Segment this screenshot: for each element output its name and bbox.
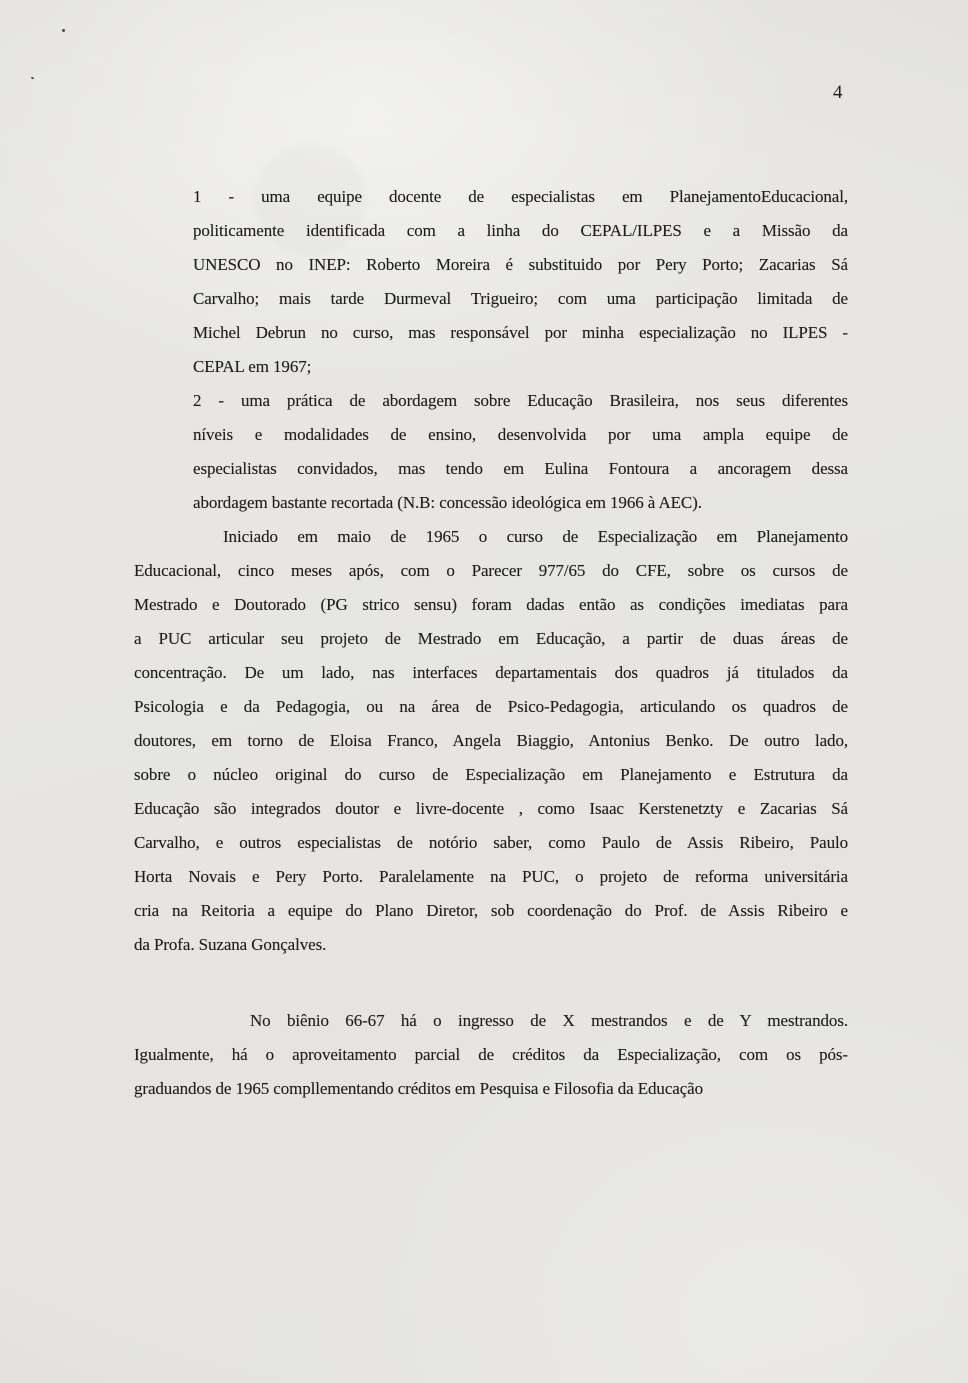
text-line: Educação são integrados doutor e livre-docente , como Isaac Kerstenetzty e Zacarias Sá [134,799,848,818]
text-line: politicamente identificada com a linha do CEPAL/ILPES e a Missão da [193,221,848,240]
text-line: doutores, em torno de Eloisa Franco, Angela Biaggio, Antonius Benko. De outro lado, [134,731,848,750]
text-line: Horta Novais e Pery Porto. Paralelamente na PUC, o projeto de reforma universitária [134,867,848,886]
text-line: abordagem bastante recortada (N.B: concessão ideológica em 1966 à AEC). [193,493,702,512]
text-line: níveis e modalidades de ensino, desenvolvida por uma ampla equipe de [193,425,848,444]
document-body [134,180,848,1106]
paragraph-bienio [134,1004,848,1106]
text-line: especialistas convidados, mas tendo em Eulina Fontoura a ancoragem dessa [193,459,848,478]
text-line: UNESCO no INEP: Roberto Moreira é substituido por Pery Porto; Zacarias Sá [193,255,848,274]
text-line: graduandos de 1965 compllementando créditos em Pesquisa e Filosofia da Educação [134,1079,703,1098]
text-line: Carvalho, e outros especialistas de notório saber, como Paulo de Assis Ribeiro, Paulo [134,833,848,852]
text-line: Psicologia e da Pedagogia, ou na área de Psico-Pedagogia, articulando os quadros de [134,697,848,716]
scan-speck [31,76,35,79]
text-line: da Profa. Suzana Gonçalves. [134,935,327,954]
scan-speck [62,29,65,32]
text-line: sobre o núcleo original do curso de Especialização em Planejamento e Estrutura da [134,765,848,784]
text-line: cria na Reitoria a equipe do Plano Diretor, sob coordenação do Prof. de Assis Ribeiro e [134,901,848,920]
text-line: Igualmente, há o aproveitamento parcial de créditos da Especialização, com os pós- [134,1045,848,1064]
text-line: 2 - uma prática de abordagem sobre Educação Brasileira, nos seus diferentes [193,391,848,410]
text-line: Educacional, cinco meses após, com o Parecer 977/65 do CFE, sobre os cursos de [134,561,848,580]
paragraph-mestrado [134,520,848,962]
text-line: Iniciado em maio de 1965 o curso de Especialização em Planejamento [223,527,848,546]
text-line: 1 - uma equipe docente de especialistas em PlanejamentoEducacional, [193,187,848,206]
text-line: Carvalho; mais tarde Durmeval Trigueiro; com uma participação limitada de [193,289,848,308]
numbered-item-2 [193,384,848,520]
text-line: No biênio 66-67 há o ingresso de X mestrandos e de Y mestrandos. [250,1011,848,1030]
text-line: Michel Debrun no curso, mas responsável por minha especialização no ILPES - [193,323,848,342]
text-line: concentração. De um lado, nas interfaces departamentais dos quadros já titulados da [134,663,848,682]
text-line: a PUC articular seu projeto de Mestrado em Educação, a partir de duas áreas de [134,629,848,648]
text-line: Mestrado e Doutorado (PG strico sensu) foram dadas então as condições imediatas para [134,595,848,614]
page-number: 4 [833,82,843,103]
text-line: CEPAL em 1967; [193,357,312,376]
numbered-item-1 [193,180,848,384]
